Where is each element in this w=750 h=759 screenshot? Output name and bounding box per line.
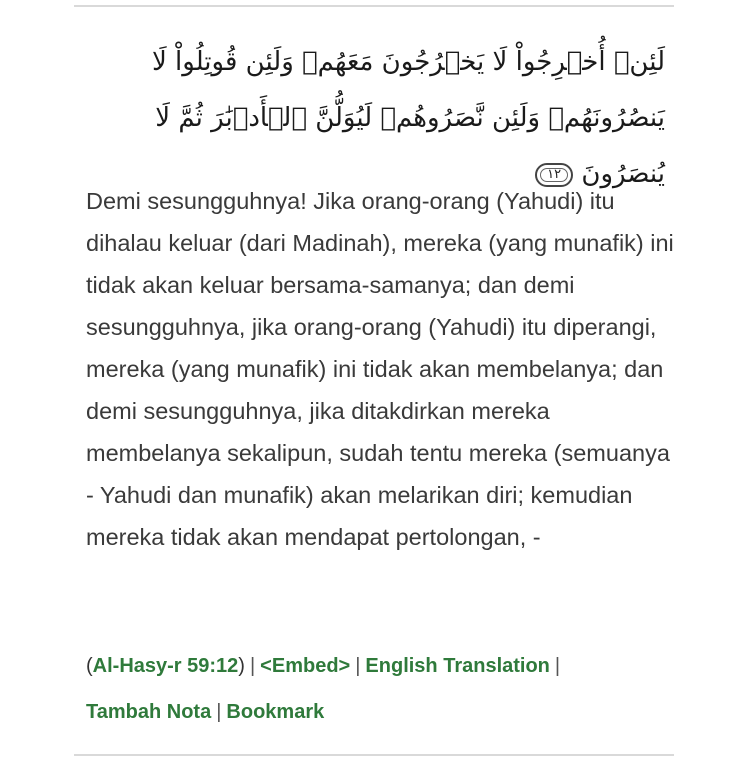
- verse-actions-row-2: [86, 698, 686, 726]
- verse-translation: Demi sesungguhnya! Jika orang-orang (Yahudi) itu dihalau keluar (dari Madinah), mereka (yang munafik) ini tidak akan keluar bersama-samanya; dan demi sesungguhnya, jika orang-orang (Yahudi) itu diperangi, mereka (yang munafik) ini tidak akan membelanya; dan demi sesungguhnya, jika ditakdirkan mereka membelanya sekalipun, sudah tentu mereka (semuanya - Yahudi dan munafik) akan melarikan diri; kemudian mereka tidak akan mendapat pertolongan, -: [86, 188, 674, 550]
- tambah-nota-link[interactable]: Tambah Nota: [86, 701, 212, 723]
- top-divider: [74, 5, 674, 7]
- verse-actions-row-1: [86, 652, 686, 680]
- reference-open-paren: (: [86, 655, 93, 677]
- ayah-number: ١٢: [547, 166, 562, 182]
- arabic-verse-text: لَئِنۡ أُخۡرِجُواْ لَا يَخۡرُجُونَ مَعَهُمۡ وَلَئِن قُوتِلُواْ لَا يَنصُرُونَهُمۡ وَلَئِن نَّصَرُوهُمۡ لَيُوَلُّنَّ ٱلۡأَدۡبَٰرَ ثُمَّ لَا يُنصَرُونَ: [151, 47, 665, 189]
- separator: |: [355, 655, 361, 677]
- verse-reference-link[interactable]: Al-Hasy-r 59:12: [92, 655, 239, 677]
- separator: |: [216, 701, 222, 723]
- reference-close-paren: ): [238, 655, 245, 677]
- bookmark-link[interactable]: Bookmark: [226, 701, 325, 723]
- bottom-divider: [74, 754, 674, 756]
- embed-link[interactable]: <Embed>: [260, 655, 351, 677]
- separator: |: [554, 655, 561, 677]
- arabic-verse: [80, 34, 665, 202]
- english-translation-link[interactable]: English Translation: [365, 655, 550, 677]
- separator: |: [249, 655, 256, 677]
